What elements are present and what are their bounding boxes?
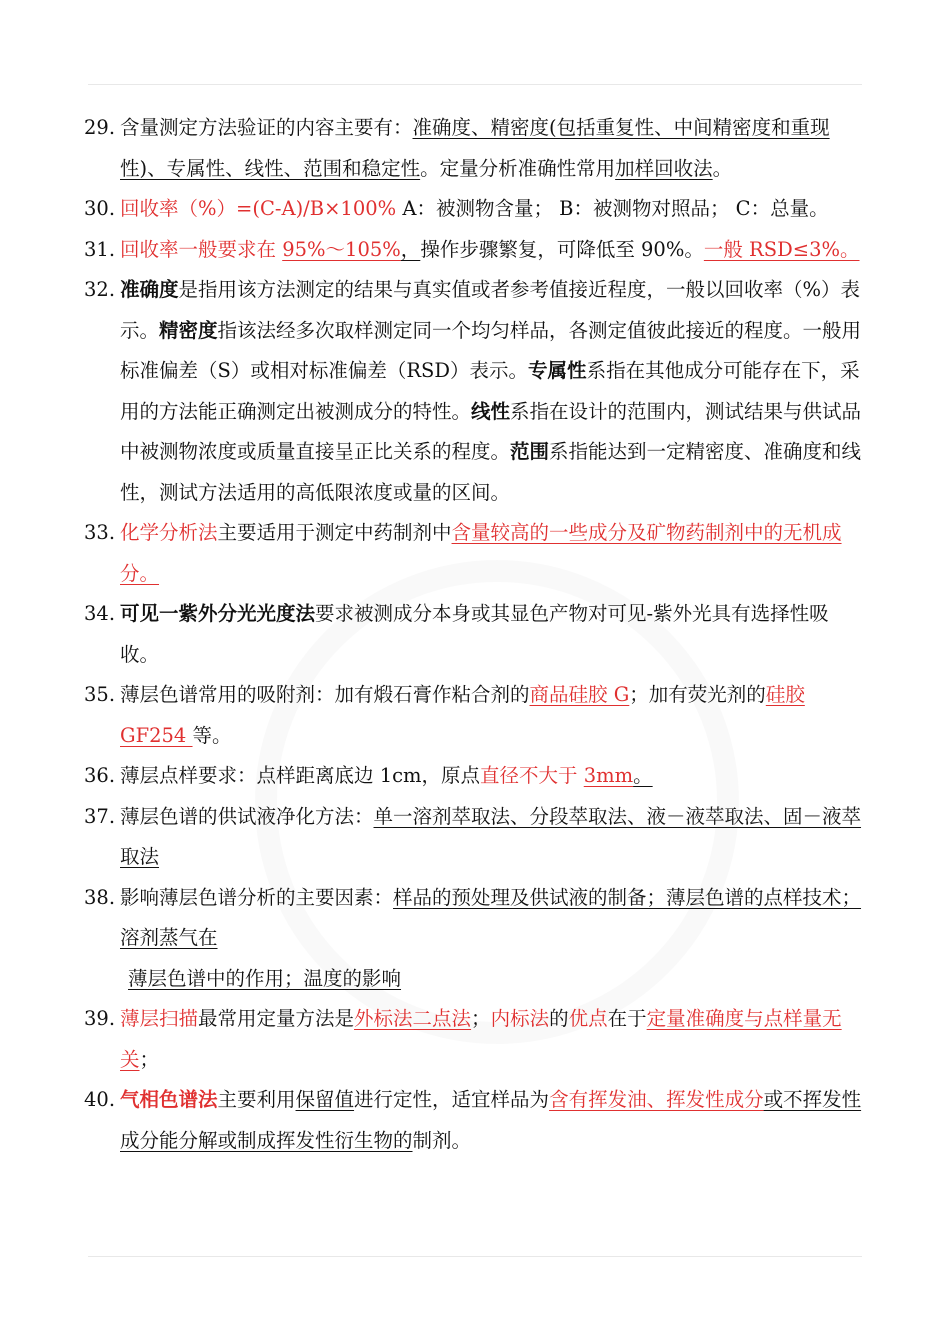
item-text: 的 bbox=[549, 1007, 569, 1030]
item-text: ； bbox=[139, 1047, 160, 1071]
item-number: 38. bbox=[84, 885, 116, 909]
highlight-text: 定量准确度与点样量无关 bbox=[120, 1007, 842, 1071]
list-item-continuation bbox=[84, 959, 864, 1000]
item-text: 系指能达到一定精密度、准确度和线性，测试方法适用的高低限浓度或量的区间。 bbox=[120, 440, 862, 504]
item-text: 最常用定量方法是 bbox=[198, 1007, 355, 1030]
highlight-text: 商品硅胶 G bbox=[529, 683, 630, 706]
list-item bbox=[84, 513, 864, 594]
item-text: 或不挥发性成分能分解或制成挥发性衍生物的 bbox=[120, 1088, 862, 1152]
highlight-text: 3mm bbox=[583, 764, 634, 787]
item-number: 36. bbox=[84, 764, 116, 787]
item-text: 薄层色谱中的作用；温度的影响 bbox=[128, 966, 402, 990]
item-text: 薄层色谱的供试液净化方法： bbox=[120, 804, 374, 828]
item-text: 指该法经多次取样测定同一个均匀样品，各测定值彼此接近的程度。一般用标准偏差（S）或相对标准偏差（RSD）表示。 bbox=[120, 318, 862, 382]
footer-rule bbox=[88, 1256, 862, 1257]
item-text: 单一溶剂萃取法、分段萃取法、液－液萃取法、固－液萃取法 bbox=[120, 804, 862, 868]
item-text: ， bbox=[400, 237, 421, 261]
highlight-text: 含有挥发油、挥发性成分 bbox=[549, 1088, 764, 1111]
item-text: 主要适用于测定中药制剂中 bbox=[217, 521, 452, 544]
item-text: 保留值 bbox=[295, 1088, 355, 1111]
item-text: 含量测定方法验证的内容主要有： bbox=[120, 116, 413, 139]
item-text: 主要利用 bbox=[217, 1088, 296, 1111]
highlight-text: 直径不大于 bbox=[480, 764, 584, 787]
term-heading: 准确度 bbox=[120, 278, 179, 301]
item-text: 要求被测成分本身或其显色产物对可见-紫外光具有选择性吸收。 bbox=[120, 602, 829, 666]
item-number: 34. bbox=[84, 602, 116, 625]
item-number: 37. bbox=[84, 804, 116, 828]
item-number: 30. bbox=[84, 197, 116, 220]
item-text: 。 bbox=[712, 156, 733, 180]
item-text: 操作步骤繁复，可降低至 90%。 bbox=[420, 237, 704, 261]
term-heading: 可见一紫外分光光度法 bbox=[120, 602, 316, 625]
item-number: 39. bbox=[84, 1007, 116, 1030]
item-text: 加样回收法 bbox=[615, 156, 713, 180]
list-item bbox=[84, 270, 864, 513]
list-item bbox=[84, 189, 864, 230]
highlight-text: 95%～105% bbox=[282, 237, 401, 261]
item-text: 样品的预处理及供试液的制备；薄层色谱的点样技术；溶剂蒸气在 bbox=[120, 885, 862, 949]
highlight-text: 硅胶GF254 bbox=[120, 683, 805, 747]
term-heading: 范围 bbox=[510, 440, 550, 463]
highlight-text: 回收率一般要求在 bbox=[120, 237, 283, 261]
term-heading: 线性 bbox=[471, 399, 511, 423]
list-item bbox=[84, 1080, 864, 1161]
item-text: 。 bbox=[633, 764, 653, 787]
term-heading: 专属性 bbox=[528, 359, 587, 382]
item-text: 在于 bbox=[607, 1007, 647, 1030]
highlight-text: 含量较高的一些成分及矿物药制剂中的无机成分。 bbox=[120, 521, 842, 585]
item-text: 制剂。 bbox=[412, 1128, 472, 1152]
document-body bbox=[84, 108, 864, 1161]
list-item bbox=[84, 230, 864, 271]
item-text: 是指用该方法测定的结果与真实值或者参考值接近程度，一般以回收率（%）表示。 bbox=[120, 278, 861, 342]
list-item bbox=[84, 999, 864, 1080]
item-text: 。定量分析准确性常用 bbox=[420, 156, 616, 180]
item-number: 32. bbox=[84, 278, 116, 301]
item-number: 33. bbox=[84, 521, 116, 544]
item-text: 进行定性，适宜样品为 bbox=[354, 1088, 550, 1111]
highlight-text: 回收率（%）=(C-A)/B×100% bbox=[120, 197, 397, 220]
item-text: ； bbox=[471, 1007, 491, 1030]
highlight-text: 优点 bbox=[568, 1007, 608, 1030]
highlight-text: 化学分析法 bbox=[120, 521, 218, 544]
item-number: 40. bbox=[84, 1088, 116, 1111]
highlight-text: 一般 RSD≤3%。 bbox=[703, 237, 860, 261]
highlight-text: 内标法 bbox=[490, 1007, 550, 1030]
list-item bbox=[84, 675, 864, 756]
item-text: 准确度、精密度(包括重复性、中间精密度和重现性)、专属性、线性、范围和稳定性 bbox=[120, 116, 830, 180]
item-number: 29. bbox=[84, 116, 116, 139]
list-item bbox=[84, 108, 864, 189]
term-heading: 精密度 bbox=[159, 318, 218, 342]
item-text: 系指在其他成分可能存在下，采用的方法能正确测定出被测成分的特性。 bbox=[120, 359, 860, 423]
item-text: 影响薄层色谱分析的主要因素： bbox=[120, 885, 394, 909]
item-text: 等。 bbox=[192, 723, 232, 747]
list-item bbox=[84, 594, 864, 675]
highlight-text: 薄层扫描 bbox=[120, 1007, 199, 1030]
list-item bbox=[84, 756, 864, 797]
item-text: 系指在设计的范围内，测试结果与供试品中被测物浓度或质量直接呈正比关系的程度。 bbox=[120, 399, 862, 463]
item-number: 35. bbox=[84, 683, 116, 706]
header-rule bbox=[88, 84, 862, 85]
item-text: A：被测物含量； B：被测物对照品； C：总量。 bbox=[396, 197, 829, 220]
item-number: 31. bbox=[84, 237, 116, 261]
item-text: ；加有荧光剂的 bbox=[629, 683, 766, 706]
item-text: 薄层色谱常用的吸附剂：加有煅石膏作粘合剂的 bbox=[120, 683, 530, 706]
term-heading: 气相色谱法 bbox=[120, 1088, 218, 1111]
list-item bbox=[84, 797, 864, 878]
item-text: 薄层点样要求：点样距离底边 1cm，原点 bbox=[120, 764, 481, 787]
list-item bbox=[84, 878, 864, 959]
highlight-text: 外标法二点法 bbox=[354, 1007, 472, 1030]
